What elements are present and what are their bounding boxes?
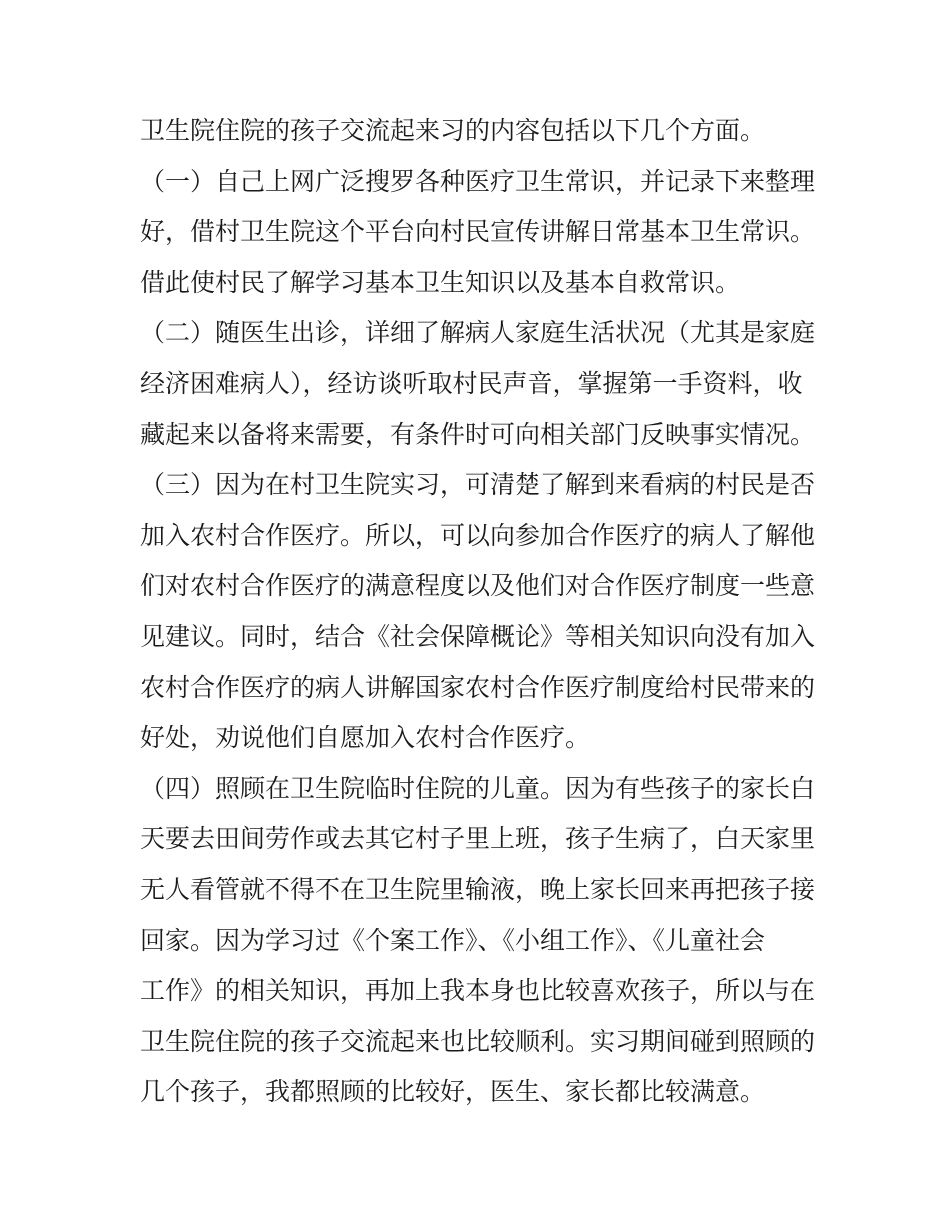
text-line: 几个孩子，我都照顾的比较好，医生、家长都比较满意。: [140, 1077, 766, 1107]
text-line: 加入农村合作医疗。所以，可以向参加合作医疗的病人了解他: [140, 520, 816, 550]
text-line: （一）自己上网广泛搜罗各种医疗卫生常识，并记录下来整理: [140, 166, 816, 196]
text-line: 藏起来以备将来需要，有条件时可向相关部门反映事实情况。: [140, 419, 816, 449]
text-line: 农村合作医疗的病人讲解国家农村合作医疗制度给村民带来的: [140, 672, 816, 702]
text-line: 无人看管就不得不在卫生院里输液，晚上家长回来再把孩子接: [140, 874, 816, 904]
text-line: （三）因为在村卫生院实习，可清楚了解到来看病的村民是否: [140, 470, 816, 500]
text-line: 们对农村合作医疗的满意程度以及他们对合作医疗制度一些意: [140, 571, 816, 601]
text-line: 工作》的相关知识，再加上我本身也比较喜欢孩子，所以与在: [140, 976, 816, 1006]
text-line: 好，借村卫生院这个平台向村民宣传讲解日常基本卫生常识。: [140, 217, 816, 247]
text-line: （二）随医生出诊，详细了解病人家庭生活状况（尤其是家庭: [140, 318, 816, 348]
text-line: 经济困难病人），经访谈听取村民声音，掌握第一手资料，收: [140, 368, 803, 398]
text-line: 见建议。同时，结合《社会保障概论》等相关知识向没有加入: [140, 621, 816, 651]
text-line: 借此使村民了解学习基本卫生知识以及基本自救常识。: [140, 267, 741, 297]
document-body: [140, 106, 816, 1118]
text-line: 卫生院住院的孩子交流起来习的内容包括以下几个方面。: [140, 116, 766, 145]
text-line: 回家。因为学习过《个案工作》、《小组工作》、《儿童社会: [140, 925, 766, 955]
text-line: 天要去田间劳作或去其它村子里上班，孩子生病了，白天家里: [140, 824, 816, 854]
text-line: 卫生院住院的孩子交流起来也比较顺利。实习期间碰到照顾的: [140, 1026, 816, 1056]
text-line: 好处，劝说他们自愿加入农村合作医疗。: [140, 723, 591, 753]
text-line: （四）照顾在卫生院临时住院的儿童。因为有些孩子的家长白: [140, 773, 816, 803]
